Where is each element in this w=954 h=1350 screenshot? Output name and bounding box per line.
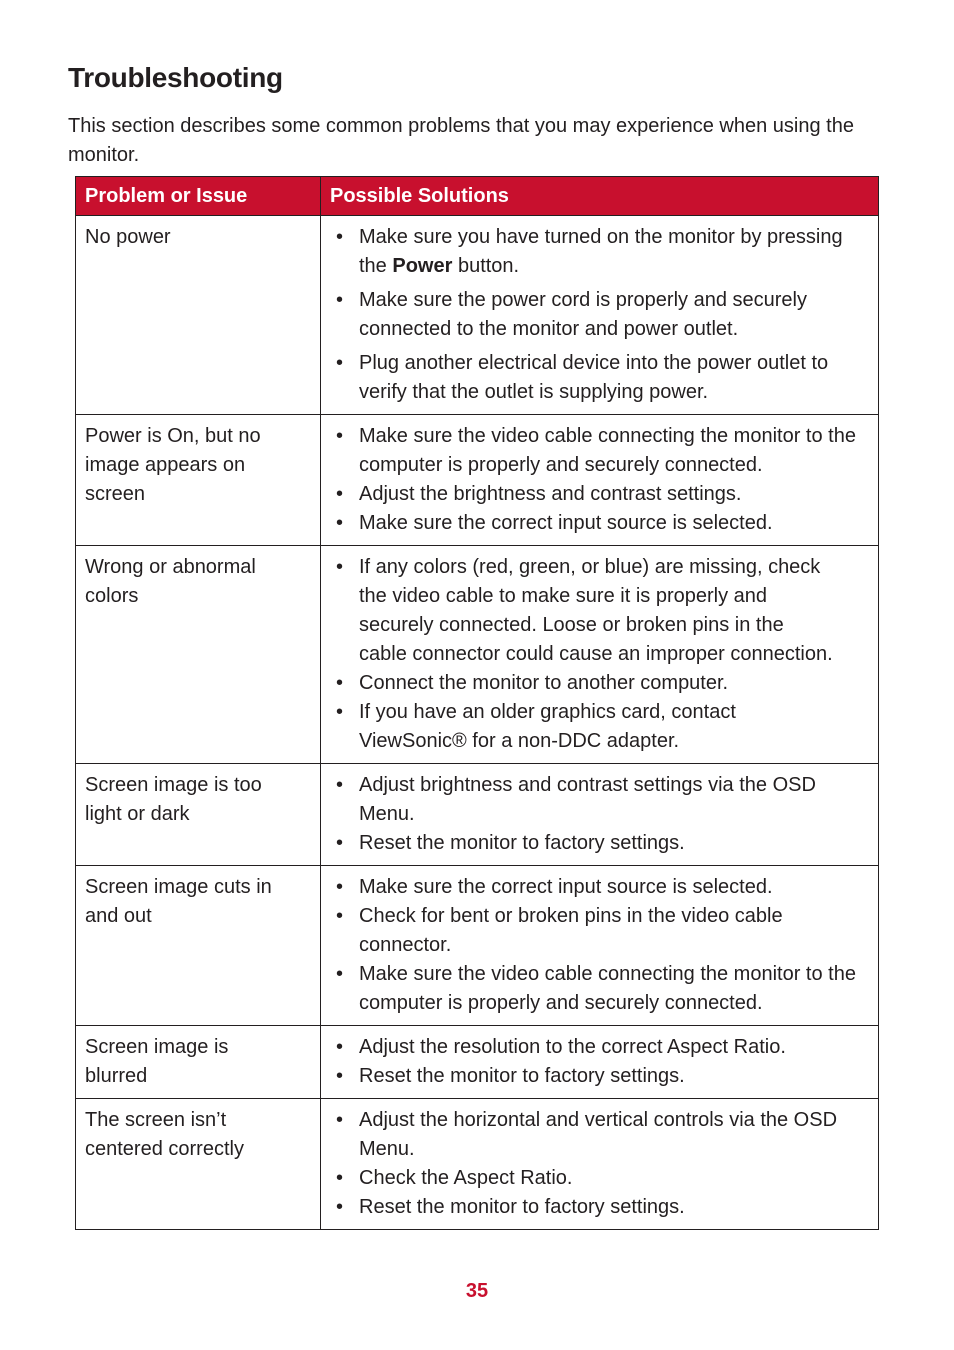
solution-text: Make sure the correct input source is selected. bbox=[359, 512, 773, 534]
solution-text-end: button. bbox=[452, 255, 520, 277]
problem-cell bbox=[76, 764, 321, 866]
list-item bbox=[330, 771, 873, 829]
page-number: 35 bbox=[465, 1280, 489, 1302]
solution-text: Make sure the power cord is properly and securely connected to the monitor and power outlet. bbox=[359, 289, 807, 340]
table-header-row bbox=[76, 177, 879, 216]
solution-text: Make sure the video cable connecting the monitor to the computer is properly and securely connected. bbox=[359, 963, 856, 1014]
list-item bbox=[330, 422, 873, 480]
solution-text: Adjust the resolution to the correct Aspect Ratio. bbox=[359, 1036, 786, 1058]
solutions-list bbox=[330, 553, 869, 756]
solution-text: Adjust brightness and contrast settings via the OSD Menu. bbox=[359, 774, 816, 825]
table-row bbox=[76, 764, 879, 866]
intro-paragraph: This section describes some common problems that you may experience when using the monitor. bbox=[68, 115, 854, 166]
solutions-cell bbox=[321, 1026, 879, 1099]
table-row bbox=[76, 866, 879, 1026]
list-item bbox=[330, 1033, 873, 1062]
solution-text: Make sure the correct input source is selected. bbox=[359, 876, 773, 898]
solution-text: Make sure the video cable connecting the monitor to the computer is properly and securely connected. bbox=[359, 425, 856, 476]
solution-text: If any colors (red, green, or blue) are missing, check the video cable to make sure it is properly and securely connected. Loose or broken pins in the cable connector could cause an improper connection. bbox=[359, 556, 833, 665]
list-item bbox=[330, 698, 873, 756]
solutions-cell bbox=[321, 764, 879, 866]
problem-cell bbox=[76, 866, 321, 1026]
list-item bbox=[330, 829, 873, 858]
solutions-list bbox=[330, 771, 869, 858]
solutions-list bbox=[330, 1033, 869, 1091]
problem-text: Power is On, but no image appears on screen bbox=[85, 425, 261, 505]
solutions-cell bbox=[321, 1099, 879, 1230]
list-item bbox=[330, 1193, 873, 1222]
list-item bbox=[330, 1106, 873, 1164]
solutions-cell bbox=[321, 866, 879, 1026]
solutions-list bbox=[330, 223, 869, 407]
solutions-list bbox=[330, 873, 869, 1018]
list-item bbox=[330, 553, 873, 669]
troubleshooting-table bbox=[75, 176, 879, 1230]
solution-text: Connect the monitor to another computer. bbox=[359, 672, 729, 694]
solution-text: Reset the monitor to factory settings. bbox=[359, 1065, 685, 1087]
problem-text: Wrong or abnormal colors bbox=[85, 556, 256, 607]
page-title: Troubleshooting bbox=[68, 62, 283, 93]
table-row bbox=[76, 1026, 879, 1099]
table-row bbox=[76, 415, 879, 546]
solutions-list bbox=[330, 1106, 869, 1222]
table-row bbox=[76, 546, 879, 764]
list-item bbox=[330, 480, 873, 509]
table-row bbox=[76, 216, 879, 415]
list-item bbox=[330, 223, 873, 281]
solution-text: If you have an older graphics card, contact ViewSonic® for a non-DDC adapter. bbox=[359, 701, 736, 752]
table-row bbox=[76, 1099, 879, 1230]
list-item bbox=[330, 286, 873, 344]
problem-cell bbox=[76, 216, 321, 415]
list-item bbox=[330, 873, 873, 902]
solution-text: Adjust the brightness and contrast settings. bbox=[359, 483, 742, 505]
problem-cell bbox=[76, 1099, 321, 1230]
list-item bbox=[330, 1164, 873, 1193]
solution-text: Reset the monitor to factory settings. bbox=[359, 1196, 685, 1218]
problem-text: Screen image is blurred bbox=[85, 1036, 229, 1087]
list-item bbox=[330, 960, 873, 1018]
problem-cell bbox=[76, 415, 321, 546]
problem-cell bbox=[76, 546, 321, 764]
problem-text: No power bbox=[85, 226, 171, 248]
problem-cell bbox=[76, 1026, 321, 1099]
solutions-cell bbox=[321, 546, 879, 764]
list-item bbox=[330, 1062, 873, 1091]
list-item bbox=[330, 902, 873, 960]
solution-text: Adjust the horizontal and vertical controls via the OSD Menu. bbox=[359, 1109, 838, 1160]
solution-text: Reset the monitor to factory settings. bbox=[359, 832, 685, 854]
problem-text: Screen image cuts in and out bbox=[85, 876, 272, 927]
solutions-cell bbox=[321, 216, 879, 415]
solution-text: Plug another electrical device into the power outlet to verify that the outlet is supplying power. bbox=[359, 352, 829, 403]
solutions-cell bbox=[321, 415, 879, 546]
list-item bbox=[330, 349, 873, 407]
list-item bbox=[330, 669, 873, 698]
solution-text: Check the Aspect Ratio. bbox=[359, 1167, 573, 1189]
solution-text: Check for bent or broken pins in the video cable connector. bbox=[359, 905, 783, 956]
solution-emphasis: Power bbox=[392, 255, 453, 277]
list-item bbox=[330, 509, 873, 538]
column-header-problem: Problem or Issue bbox=[76, 177, 321, 216]
column-header-solutions: Possible Solutions bbox=[321, 177, 879, 216]
solutions-list bbox=[330, 422, 869, 538]
problem-text: The screen isn’t centered correctly bbox=[85, 1109, 244, 1160]
problem-text: Screen image is too light or dark bbox=[85, 774, 262, 825]
solution-text: Make sure you have turned on the monitor by pressing the bbox=[359, 226, 843, 277]
